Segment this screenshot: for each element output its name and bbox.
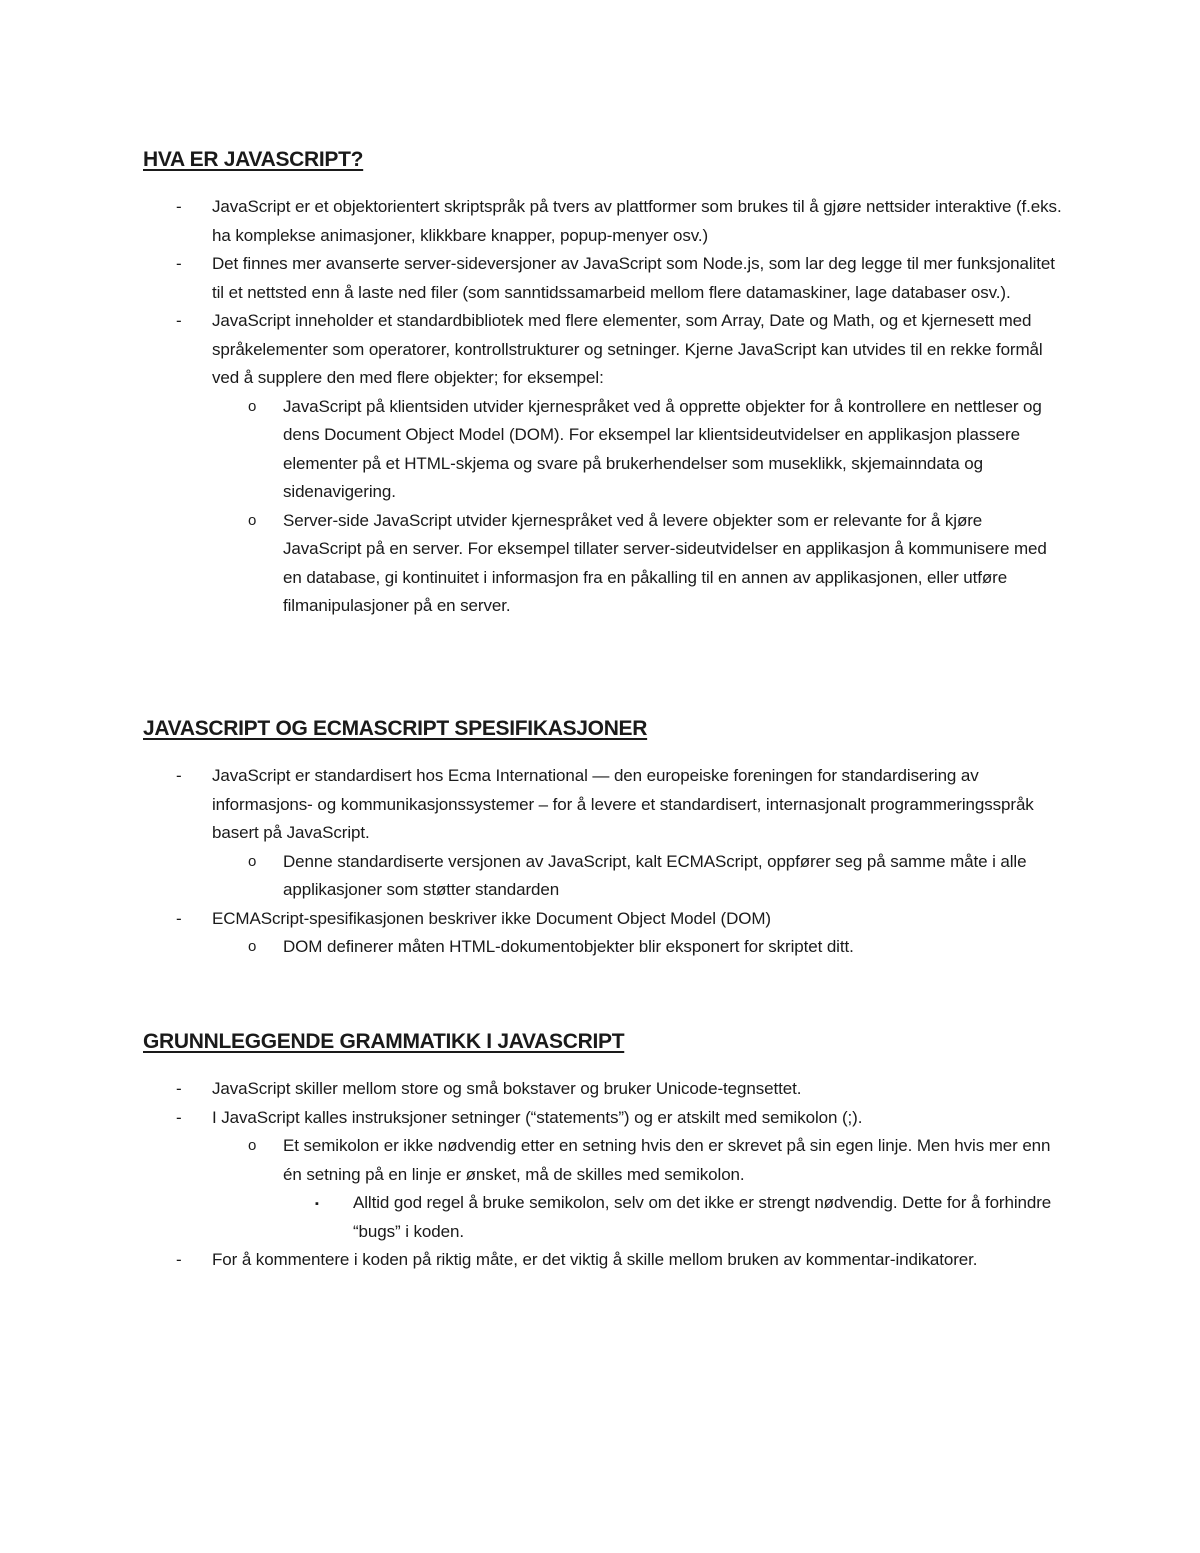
list-item: [143, 1104, 1063, 1133]
circle-bullet: o: [248, 1137, 257, 1154]
dash-bullet: -: [176, 1107, 182, 1127]
section-heading: GRUNNLEGGENDE GRAMMATIKK I JAVASCRIPT: [143, 1030, 625, 1053]
section-heading: JAVASCRIPT OG ECMASCRIPT SPESIFIKASJONER: [143, 717, 648, 740]
section-heading: HVA ER JAVASCRIPT?: [143, 148, 364, 171]
list-item-text: JavaScript inneholder et standardbibliotek med flere elementer, som Array, Date og Math, og et kjernesett med språkelementer som operatorer, kontrollstrukturer og setninger. Kjerne JavaScript kan utvides til en rekke formål ved å supplere den med flere objekter; for eksempel:: [212, 311, 1043, 387]
list-item-text: ECMAScript-spesifikasjonen beskriver ikke Document Object Model (DOM): [212, 908, 771, 928]
dash-bullet: -: [176, 1079, 182, 1098]
list-item-text: JavaScript er standardisert hos Ecma International — den europeiske foreningen for standardisering av informasjons- og kommunikasjonssystemer – for å levere et standardisert, internasjonalt programmeringsspråk basert på JavaScript.: [212, 766, 1034, 842]
dash-bullet: -: [176, 1250, 182, 1269]
list-item-text: I JavaScript kalles instruksjoner setninger (“statements”) og er atskilt med semikolon (;).: [212, 1107, 863, 1127]
list-item-text: JavaScript skiller mellom store og små bokstaver og bruker Unicode-tegnsettet.: [212, 1079, 802, 1098]
list-item: [143, 1246, 1063, 1275]
list-item-text: Alltid god regel å bruke semikolon, selv om det ikke er strengt nødvendig. Dette for å forhindre “bugs” i koden.: [353, 1193, 1052, 1241]
circle-bullet: o: [248, 852, 257, 870]
list-item: [143, 193, 1063, 250]
circle-bullet: o: [248, 511, 257, 529]
list-item-text: Det finnes mer avanserte server-sideversjoner av JavaScript som Node.js, som lar deg legge til mer funksjonalitet til et nettsted enn å laste ned filer (som sanntidssamarbeid mellom flere datamaskiner, lage databaser osv.).: [212, 254, 1055, 302]
list-item: [143, 1189, 1063, 1246]
list-item: [143, 393, 1063, 507]
list-item: [143, 933, 1063, 962]
list-item-text: Server-side JavaScript utvider kjernespråket ved å levere objekter som er relevante for å kjøre JavaScript på en server. For eksempel tillater server-sideutvidelser en applikasjon å kommunisere med en database, gi kontinuitet i informasjon fra en påkalling til en annen av applikasjonen, eller utføre filmanipulasjoner på en server.: [283, 510, 1047, 615]
section-grunnleggende-grammatikk: [143, 1029, 1063, 1275]
section-hva-er-javascript: [143, 147, 1063, 621]
bullet-list: [143, 1075, 1063, 1275]
list-item: [143, 1075, 1063, 1104]
dash-bullet: -: [176, 197, 182, 216]
dash-bullet: -: [176, 908, 182, 928]
list-item-text: Et semikolon er ikke nødvendig etter en setning hvis den er skrevet på sin egen linje. Men hvis mer enn én setning på en linje er ønsket, må de skilles med semikolon.: [283, 1136, 1051, 1184]
dash-bullet: -: [176, 766, 182, 785]
list-item: [143, 762, 1063, 848]
section-javascript-og-ecmascript: [143, 716, 1063, 962]
dash-bullet: -: [176, 254, 182, 273]
list-item: [143, 307, 1063, 393]
list-item: [143, 905, 1063, 934]
bullet-list: [143, 193, 1063, 621]
list-item-text: For å kommentere i koden på riktig måte, er det viktig å skille mellom bruken av kommentar-indikatorer.: [212, 1250, 978, 1269]
list-item-text: DOM definerer måten HTML-dokumentobjekter blir eksponert for skriptet ditt.: [283, 937, 854, 956]
circle-bullet: o: [248, 397, 257, 415]
list-item: [143, 250, 1063, 307]
circle-bullet: o: [248, 938, 257, 955]
list-item: [143, 848, 1063, 905]
bullet-list: [143, 762, 1063, 962]
list-item-text: Denne standardiserte versjonen av JavaScript, kalt ECMAScript, oppfører seg på samme måte i alle applikasjoner som støtter standarden: [283, 851, 1027, 899]
list-item: [143, 1132, 1063, 1189]
square-bullet: ▪: [315, 1198, 319, 1210]
list-item: [143, 507, 1063, 621]
list-item-text: JavaScript på klientsiden utvider kjernespråket ved å opprette objekter for å kontrollere en nettleser og dens Document Object Model (DOM). For eksempel lar klientsideutvidelser en applikasjon plassere elementer på et HTML-skjema og svare på brukerhendelser som museklikk, skjemainndata og sidenavigering.: [283, 396, 1042, 501]
dash-bullet: -: [176, 311, 182, 330]
list-item-text: JavaScript er et objektorientert skriptspråk på tvers av plattformer som brukes til å gjøre nettsider interaktive (f.eks. ha komplekse animasjoner, klikkbare knapper, popup-menyer osv.): [212, 197, 1062, 245]
